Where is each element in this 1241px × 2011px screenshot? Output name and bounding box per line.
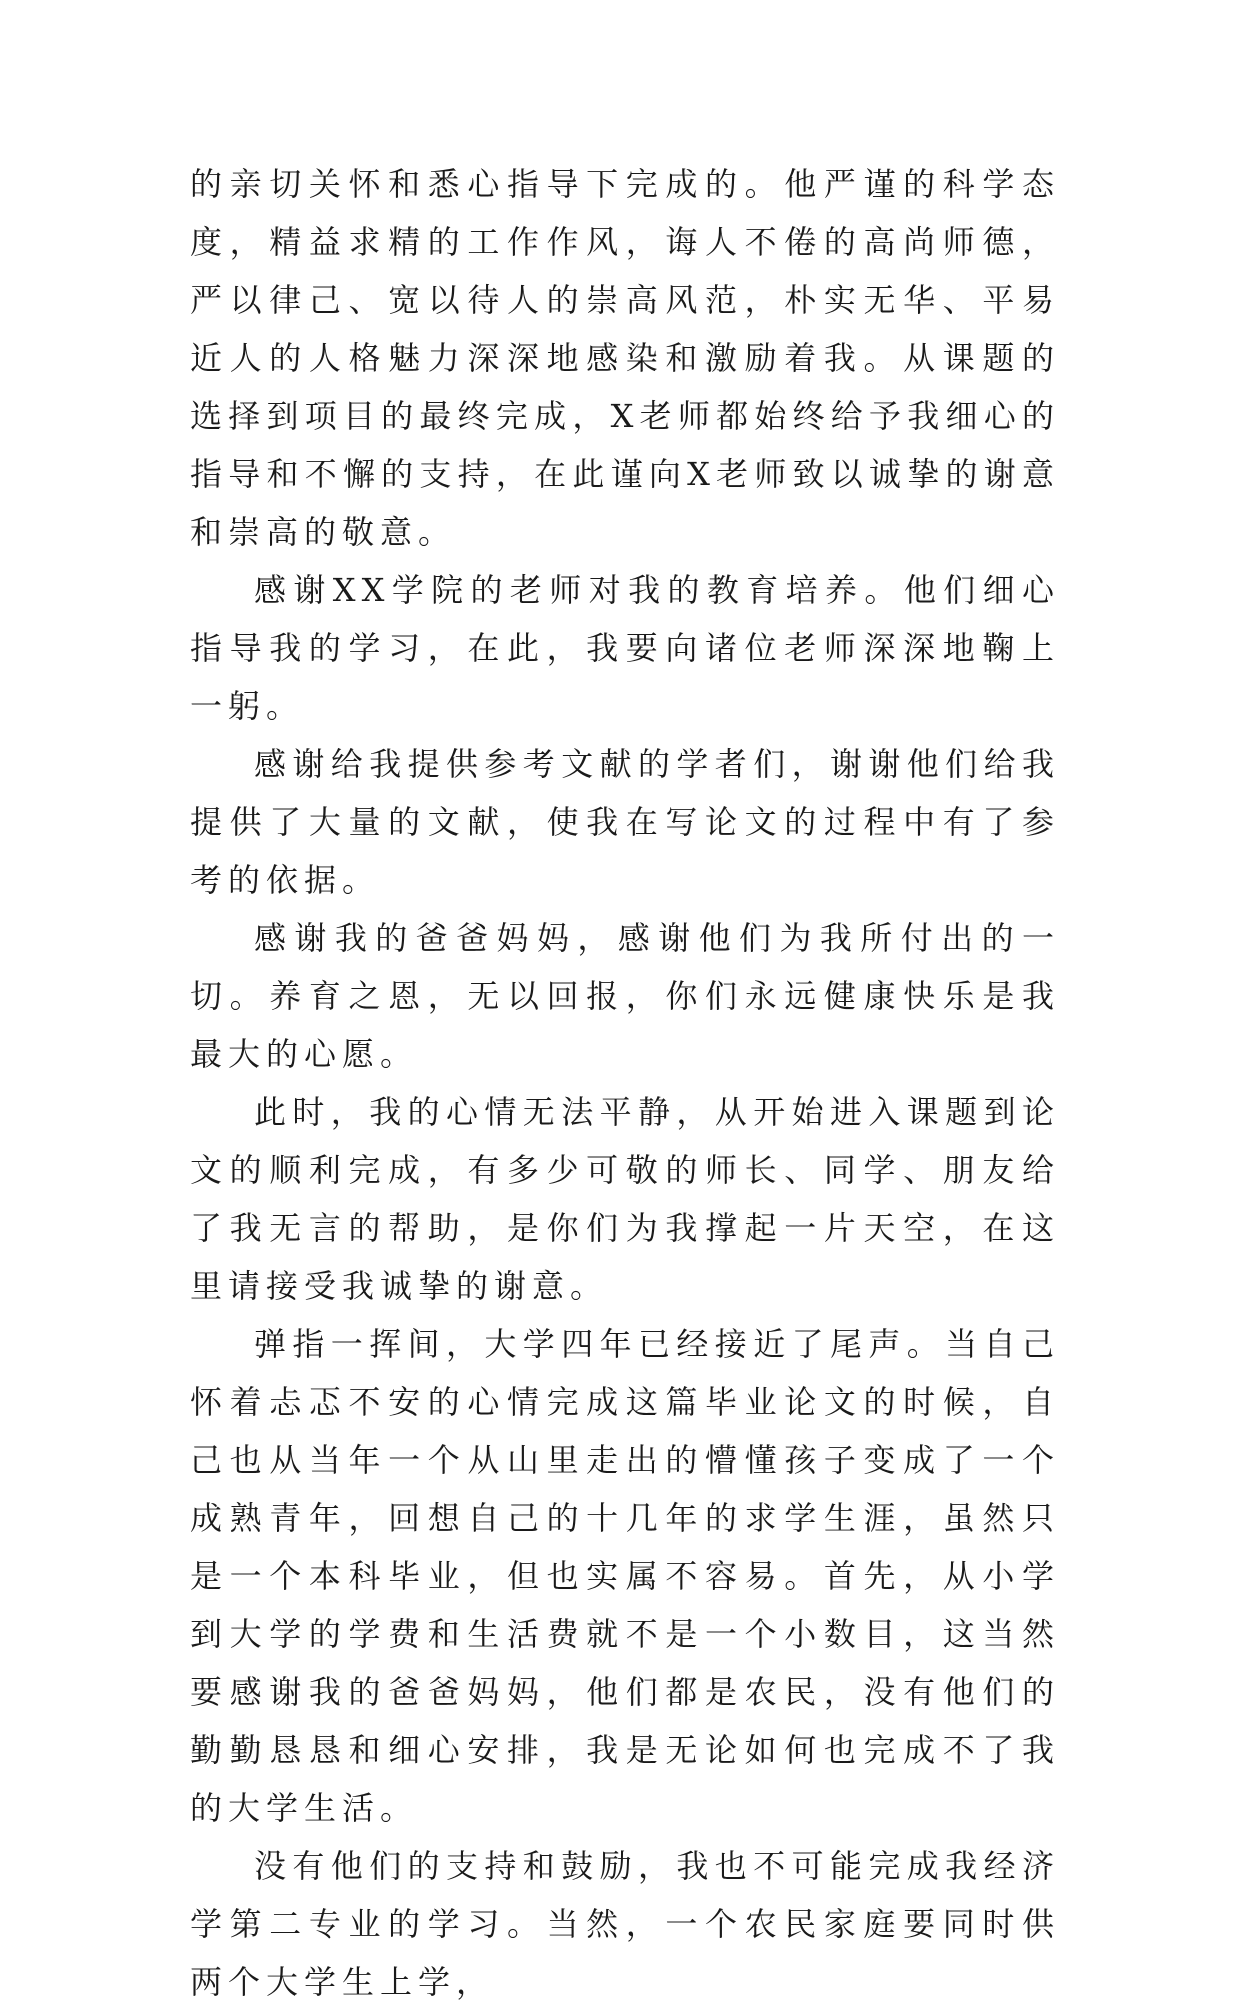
paragraph-4: 感谢我的爸爸妈妈，感谢他们为我所付出的一切。养育之恩，无以回报，你们永远健康快乐是我最大的心愿。 — [190, 919, 1060, 1073]
paragraph-1: 的亲切关怀和悉心指导下完成的。他严谨的科学态度，精益求精的工作作风，诲人不倦的高尚师德，严以律己、宽以待人的崇高风范，朴实无华、平易近人的人格魅力深深地感染和激励着我。从课题的选择到项目的最终完成，X老师都始终给予我细心的指导和不懈的支持，在此谨向X老师致以诚挚的谢意和崇高的敬意。 — [190, 165, 1060, 551]
paragraph-6: 弹指一挥间，大学四年已经接近了尾声。当自己怀着忐忑不安的心情完成这篇毕业论文的时候，自己也从当年一个从山里走出的懵懂孩子变成了一个成熟青年，回想自己的十几年的求学生涯，虽然只是一个本科毕业，但也实属不容易。首先，从小学到大学的学费和生活费就不是一个小数目，这当然要感谢我的爸爸妈妈，他们都是农民，没有他们的勤勤恳恳和细心安排，我是无论如何也完成不了我的大学生活。 — [190, 1325, 1060, 1827]
body-text — [190, 155, 1060, 2011]
paragraph-3: 感谢给我提供参考文献的学者们，谢谢他们给我提供了大量的文献，使我在写论文的过程中有了参考的依据。 — [190, 745, 1060, 899]
paragraph-2: 感谢XX学院的老师对我的教育培养。他们细心指导我的学习，在此，我要向诸位老师深深地鞠上一躬。 — [190, 571, 1060, 725]
paragraph-7: 没有他们的支持和鼓励，我也不可能完成我经济学第二专业的学习。当然，一个农民家庭要同时供两个大学生上学， — [190, 1847, 1060, 2001]
paragraph-5: 此时，我的心情无法平静，从开始进入课题到论文的顺利完成，有多少可敬的师长、同学、朋友给了我无言的帮助，是你们为我撑起一片天空，在这里请接受我诚挚的谢意。 — [190, 1093, 1060, 1305]
